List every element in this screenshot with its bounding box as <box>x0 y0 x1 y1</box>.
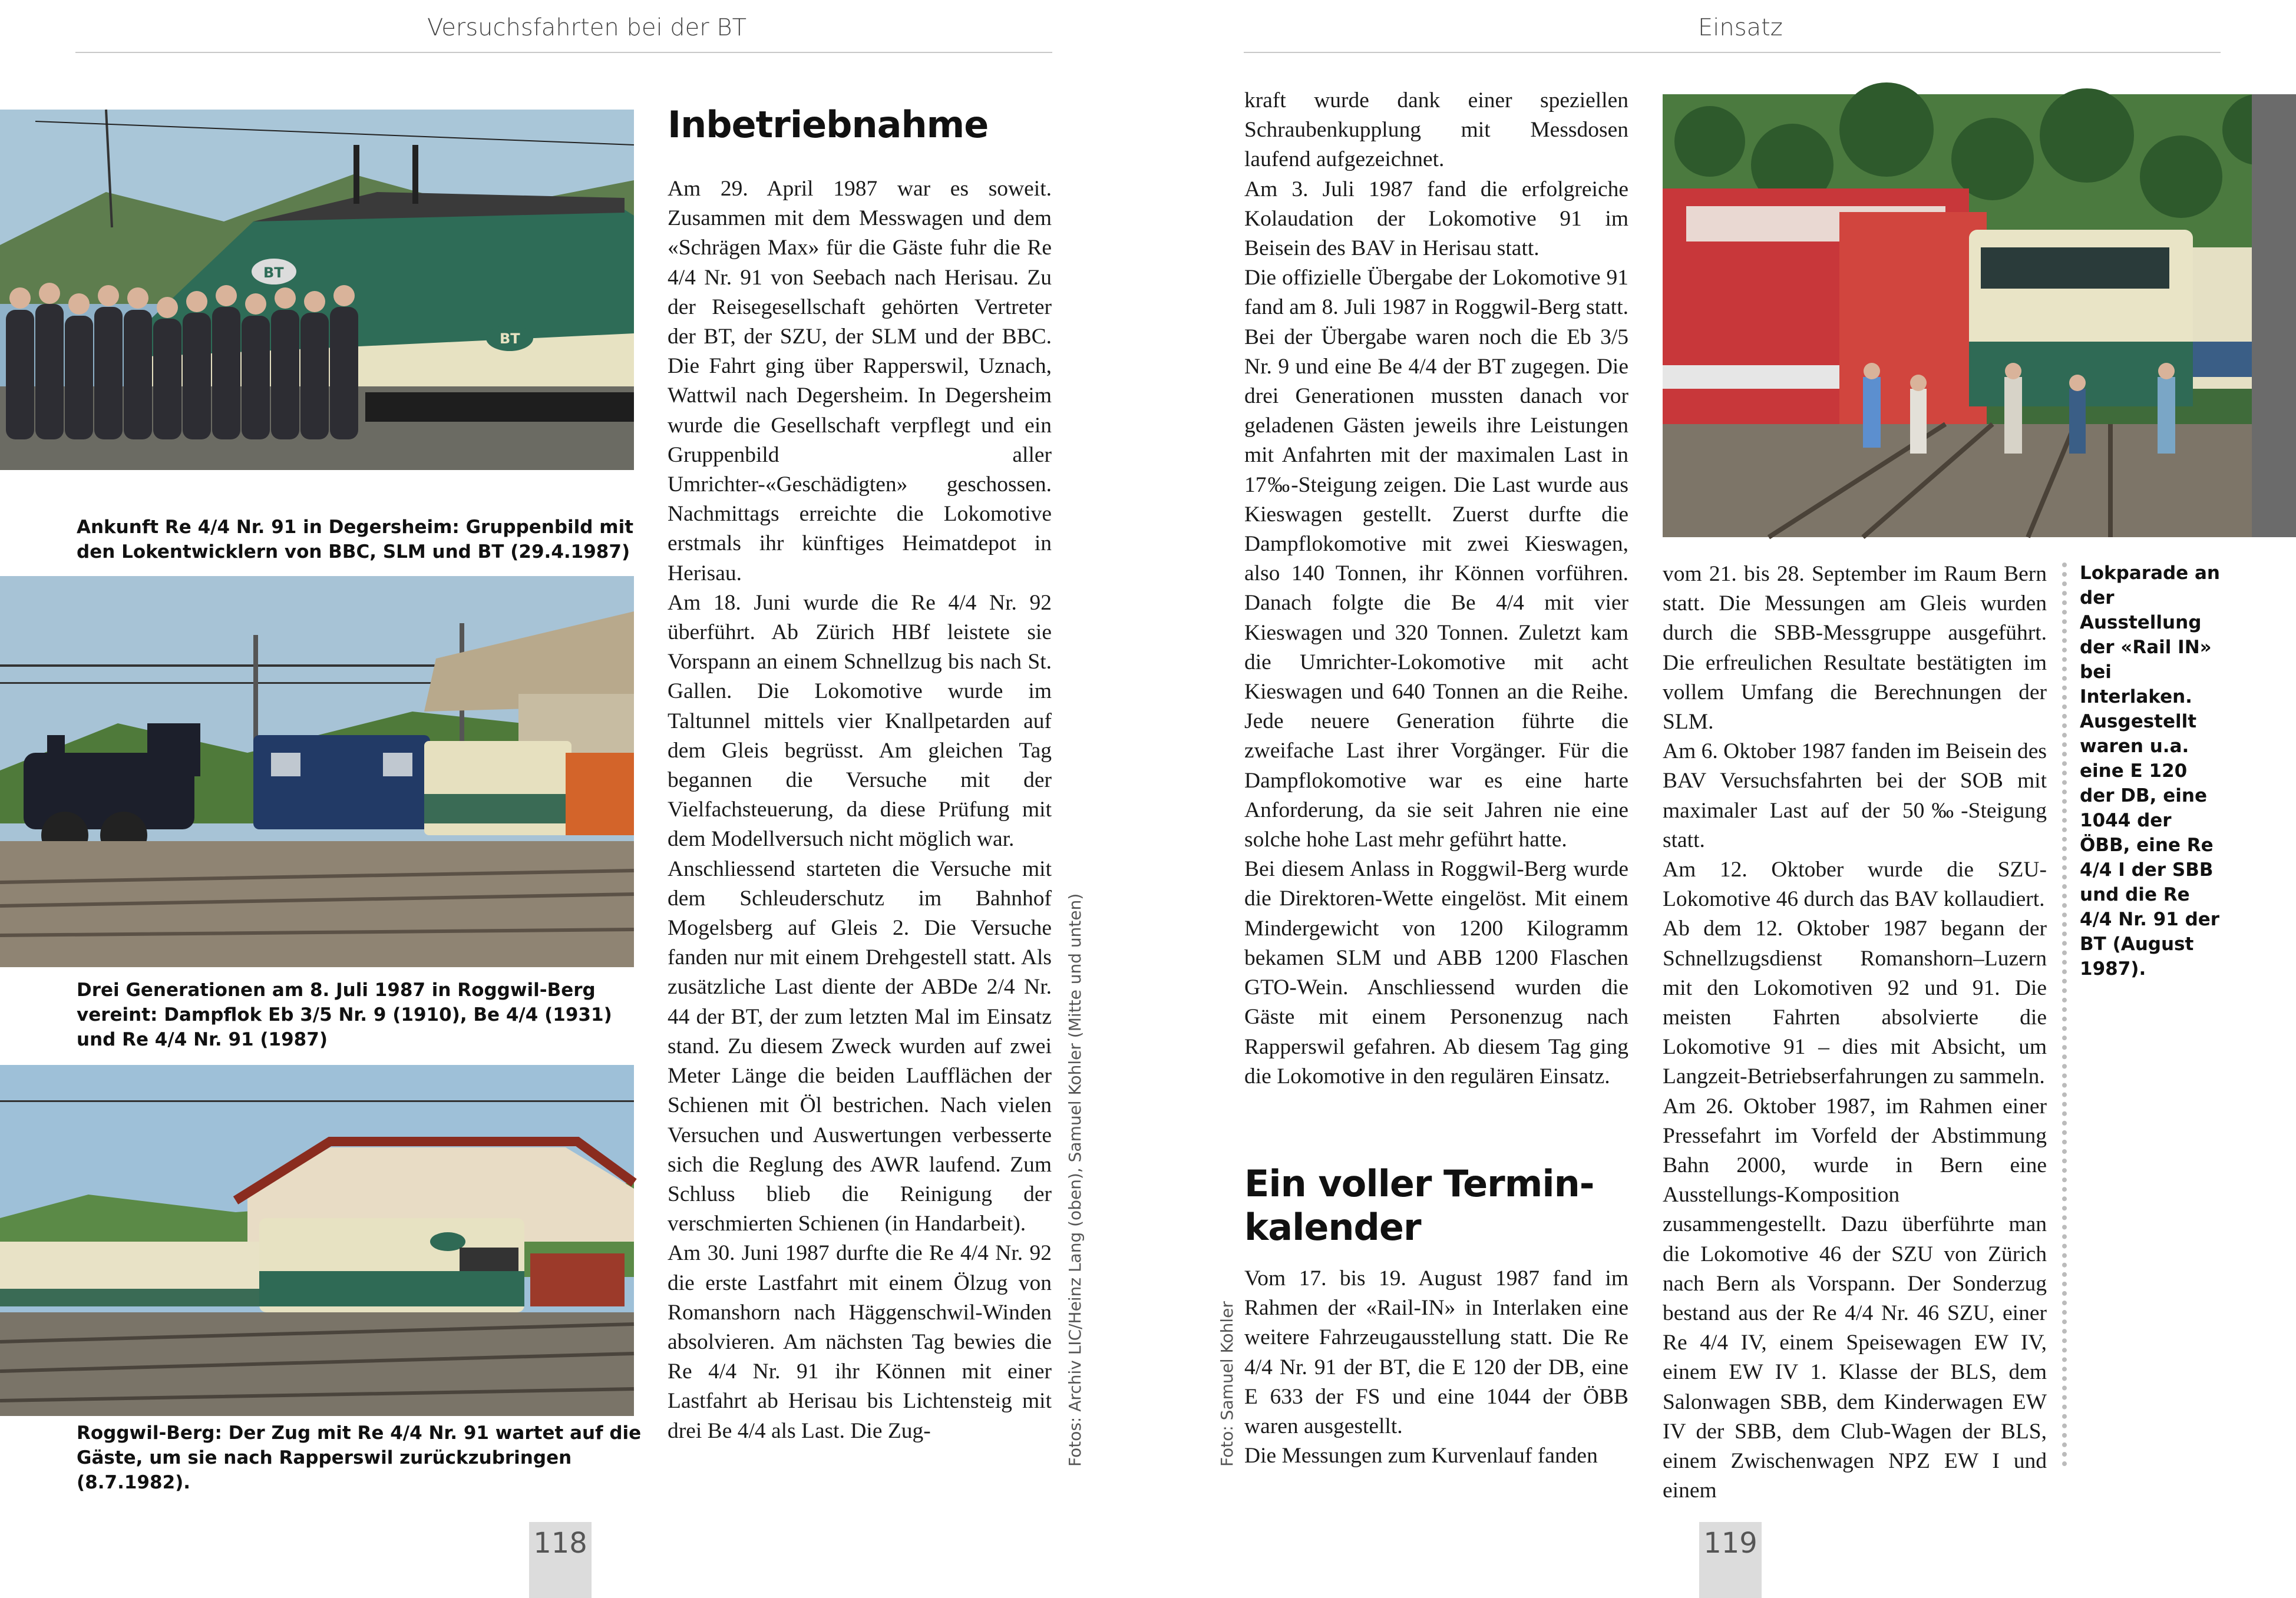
dotted-separator <box>2062 563 2067 1467</box>
body-text-left: Am 29. April 1987 war es soweit. Zusammen mit dem Messwagen und dem «Schrägen Max» für die Gäste fuhr die Re 4/4 Nr. 91 von Seebach nach Herisau. Zu der Reisegesellschaft gehörten Vertreter der BT, der SZU, der SLM und der BBC. Die Fahrt ging über Rapperswil, Uznach, Wattwil nach Degersheim. In Degersheim wurde die Gesellschaft verpflegt und ein Gruppenbild aller Umrichter-«Geschädigten» geschossen. Nachmittags erreichte die Lokomotive erstmals ihr künftiges Heimatdepot in Herisau. Am 18. Juni wurde die Re 4/4 Nr. 92 überführt. Ab Zürich HBf leistete sie Vorspann an einem Schnellzug bis nach St. Gallen. Die Lokomotive wurde im Taltunnel mittels vier Knallpetarden auf dem Gleis begrüsst. Am gleichen Tag begannen die Versuche mit der Vielfachsteuerung, da diese Prüfung mit dem Modellversuch nicht möglich war. Anschliessend starteten die Versuche mit dem Schleuderschutz im Bahnhof Mogelsberg auf Gleis 2. Die Versuche fanden nur mit einem Drehgestell statt. Als zusätzliche Last diente der ABDe 2/4 Nr. 44 der BT, der zum letzten Mal im Einsatz stand. Zu diesem Zweck wurden auf zwei Meter Länge die beiden Laufflächen der Schienen mit Öl bestrichen. Nach vielen Versuchen und Auswertungen verbesserte sich die Reglung des AWR laufend. Zum Schluss blieb die Reinigung der verschmierten Schienen (in Handarbeit). Am 30. Juni 1987 durfte die Re 4/4 Nr. 92 die erste Lastfahrt mit einem Ölzug von Romanshorn nach Häggenschwil-Winden absolvieren. Am nächsten Tag bewies die Re 4/4 Nr. 91 ihr Können mit einer Lastfahrt ab Herisau bis Lichtensteig mit drei Be 4/4 als Last. Die Zug- <box>668 177 1052 1443</box>
photo-arrival-degersheim <box>0 110 634 470</box>
heading-inbetriebnahme: Inbetriebnahme <box>668 103 989 146</box>
header-rule-right <box>1244 52 2221 53</box>
running-head-right: Einsatz <box>1698 14 1783 41</box>
page-number-left: 118 <box>533 1527 587 1560</box>
body-text-right-col2: vom 21. bis 28. September im Raum Bern statt. Die Messungen am Gleis wurden durch die SBB-Messgruppe ausgeführt. Die erfreulichen Resultate bestätigten im vollem Umfang die Berechnungen der SLM. Am 6. Oktober 1987 fanden im Beisein des BAV Versuchsfahrten bei der SOB mit maximaler Last auf der 50‰-Steigung statt. Am 12. Oktober wurde die SZU-Lokomotive 46 durch das BAV kollaudiert. Ab dem 12. Oktober 1987 begann der Schnellzugsdienst Romanshorn–Luzern mit den Lokomotiven 92 und 91. Die meisten Fahrten absolvierte die Lokomotive 91 – dies mit Absicht, um Langzeit-Betriebserfahrungen zu sammeln. Am 26. Oktober 1987, im Rahmen einer Pressefahrt im Vorfeld der Abstimmung Bahn 2000, wurde in Bern eine Ausstellungs-Komposition zusammengestellt. Dazu überführte man die Lokomotive 46 der SZU von Zürich nach Bern als Vorspann. Der Sonderzug bestand aus der Re 4/4 Nr. 46 SZU, einer Re 4/4 IV, einem Speisewagen EW IV, einem EW IV 1. Klasse der BLS, dem Salonwagen SBB, dem Kinderwagen EW IV der SBB, dem Club-Wagen der BLS, einem Zwischenwagen NPZ EW I und einem <box>1663 562 2047 1503</box>
page-number-right: 119 <box>1703 1527 1757 1560</box>
bt-logo-text: BT <box>263 264 284 281</box>
header-rule-left <box>75 52 1052 53</box>
photo-credit-right: Foto: Samuel Kohler <box>1217 1301 1237 1467</box>
be44-locomotive <box>253 735 430 829</box>
svg-text:BT: BT <box>500 330 520 347</box>
photo-three-generations <box>0 576 634 967</box>
body-text-right-col1-a: kraft wurde dank einer speziellen Schraubenkupplung mit Messdosen laufend aufgezeichnet. Am 3. Juli 1987 fand die erfolgreiche Kolaudation der Lokomotive 91 im Beisein des BAV in Herisau statt. Die offizielle Übergabe der Lokomotive 91 fand am 8. Juli 1987 in Roggwil-Berg statt. Bei der Übergabe waren noch die Eb 3/5 Nr. 9 und eine Be 4/4 der BT zugegen. Die drei Generationen mussten danach vor geladenen Gästen jeweils ihre Leistungen mit Anfahrten mit der maximalen Last in 17‰-Steigung zeigen. Die Last wurde aus Kieswagen gestellt. Zuerst durfte die Dampflokomotive mit zwei Kieswagen, also 140 Tonnen, ihr Können vorführen. Danach folgte die Be 4/4 mit vier Kieswagen und 320 Tonnen. Zuletzt kam die Umrichter-Lokomotive mit acht Kieswagen und 640 Tonnen an die Reihe. Jede neuere Generation führte die zweifache Last ihrer Vorgänger. Für die Dampflokomotive war es eine harte Anforderung, da sie seit Jahren nie eine solche hohe Last mehr geführt hatte. Bei diesem Anlass in Roggwil-Berg wurde die Direktoren-Wette eingelöst. Mit einem Mindergewicht von 1200 Kilogramm bekamen SLM und ABB 1200 Flaschen GTO-Wein. Anschliessend wurden die Gäste mit einem Personenzug nach Rapperswil gefahren. Ab diesem Tag ging die Lokomotive in den regulären Einsatz. <box>1244 88 1628 1089</box>
photo-lokparade-interlaken <box>1663 94 2296 537</box>
photo-train-roggwil <box>0 1065 634 1416</box>
side-caption-lokparade: Lokparade an der Ausstellung der «Rail IN» bei Interlaken. Ausgestellt waren u.a. eine E 120 der DB, eine 1044 der ÖBB, eine Re 4/4 I der SBB und die Re 4/4 Nr. 91 der BT (August 1987). <box>2080 563 2220 980</box>
heading-termin-line2: kalender <box>1244 1206 1421 1249</box>
body-text-right-col1-b: Vom 17. bis 19. August 1987 fand im Rahmen der «Rail-IN» in Interlaken eine weitere Fahrzeugausstellung statt. Die Re 4/4 Nr. 91 der BT, die E 120 der DB, eine E 633 der FS und eine 1044 der ÖBB waren ausgestellt. Die Messungen zum Kurvenlauf fanden <box>1244 1266 1628 1468</box>
caption-photo-3: Roggwil-Berg: Der Zug mit Re 4/4 Nr. 91 wartet auf die Gäste, um sie nach Rapperswil zurückzubringen (8.7.1982). <box>77 1422 642 1493</box>
caption-photo-1: Ankunft Re 4/4 Nr. 91 in Degersheim: Gruppenbild mit den Lokentwicklern von BBC, SLM und BT (29.4.1987) <box>77 517 634 563</box>
heading-termin-line1: Ein voller Termin- <box>1244 1162 1594 1205</box>
photo-credit-left: Fotos: Archiv LIC/Heinz Lang (oben), Samuel Kohler (Mitte und unten) <box>1065 893 1085 1467</box>
caption-photo-2: Drei Generationen am 8. Juli 1987 in Roggwil-Berg vereint: Dampflok Eb 3/5 Nr. 9 (1910), Be 4/4 (1931) und Re 4/4 Nr. 91 (1987) <box>77 980 612 1050</box>
running-head-left: Versuchsfahrten bei der BT <box>427 14 747 41</box>
